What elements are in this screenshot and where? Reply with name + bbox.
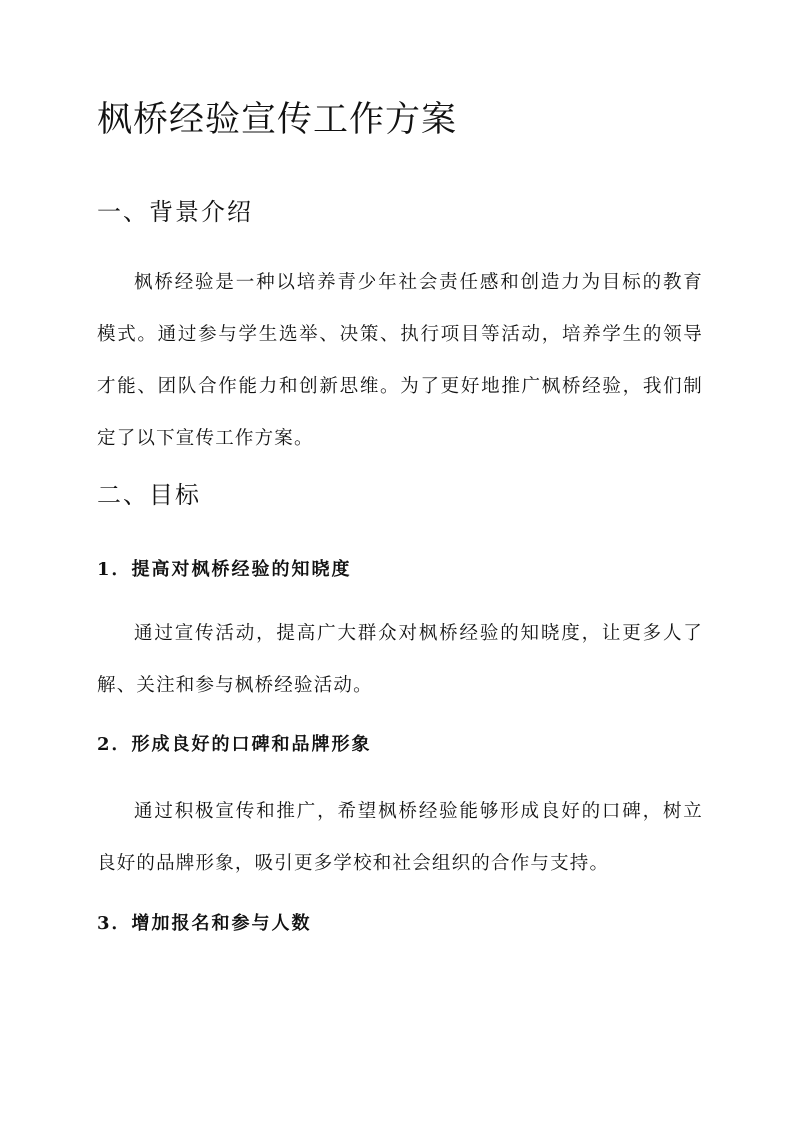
section-paragraph-background: 枫桥经验是一种以培养青少年社会责任感和创造力为目标的教育模式。通过参与学生选举、决策、执行项目等活动，培养学生的领导才能、团队合作能力和创新思维。为了更好地推广枫桥经验，我们制定了以下宣传工作方案。 [97,272,703,449]
paragraph-goal-1: 通过宣传活动，提高广大群众对枫桥经验的知晓度，让更多人了解、关注和参与枫桥经验活动。 [97,623,703,696]
section-heading-background: 一、背景介绍 [97,198,253,226]
subheading-goal-1: 1．提高对枫桥经验的知晓度 [97,559,352,580]
document-title: 枫桥经验宣传工作方案 [97,100,458,140]
section-heading-goals: 二、目标 [97,481,201,509]
subheading-goal-2: 2．形成良好的口碑和品牌形象 [97,734,372,755]
paragraph-goal-2: 通过积极宣传和推广，希望枫桥经验能够形成良好的口碑，树立良好的品牌形象，吸引更多学校和社会组织的合作与支持。 [97,801,703,874]
subheading-goal-3: 3．增加报名和参与人数 [97,913,312,934]
